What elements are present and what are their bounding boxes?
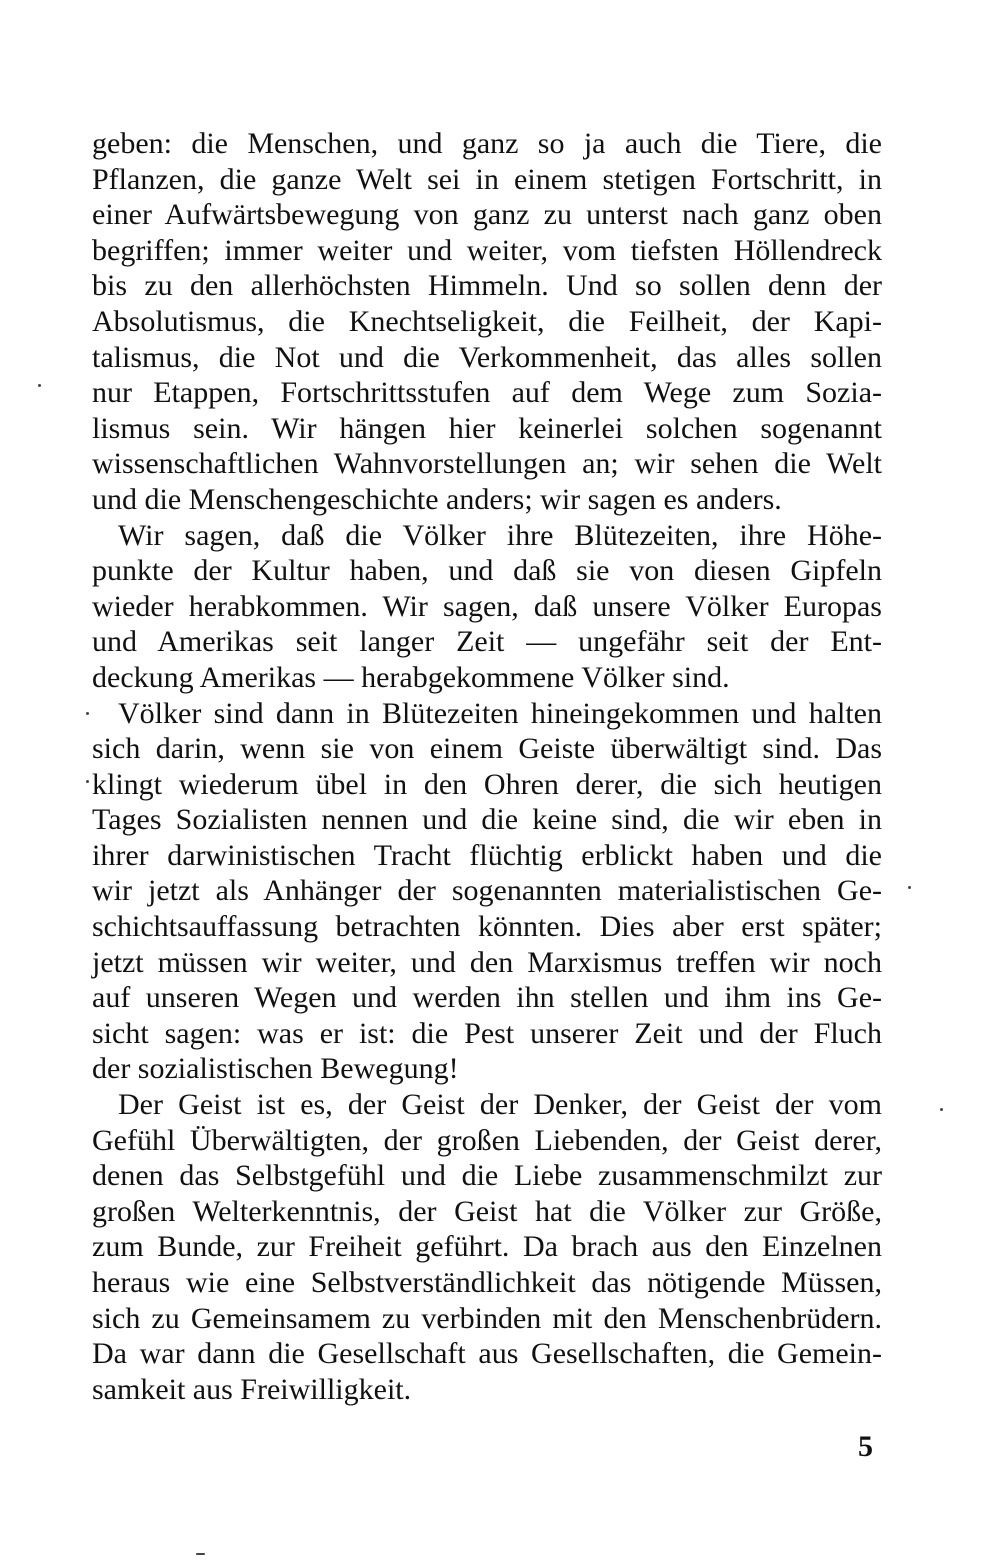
text-line: lismus sein. Wir hängen hier keinerlei solchen sogenannt	[92, 411, 882, 445]
text-line: auf unseren Wegen und werden ihn stellen und ihm ins Ge-	[92, 981, 882, 1015]
text-line: sich darin, wenn sie von einem Geiste überwältigt sind. Das	[92, 732, 882, 766]
print-speck	[940, 1108, 943, 1111]
page-number: 5	[858, 1430, 873, 1463]
text-line: Tages Sozialisten nennen und die keine sind, die wir eben in	[92, 803, 882, 837]
text-line: talismus, die Not und die Verkommenheit, das alles sollen	[92, 340, 882, 374]
text-line: Absolutismus, die Knechtseligkeit, die Feilheit, der Kapi-	[92, 304, 882, 338]
print-speck	[38, 384, 41, 387]
text-line: heraus wie eine Selbstverständlichkeit das nötigende Müssen,	[92, 1266, 882, 1299]
text-line: punkte der Kultur haben, und daß sie von diesen Gipfeln	[92, 554, 882, 588]
text-line: bis zu den allerhöchsten Himmeln. Und so sollen denn der	[92, 269, 882, 303]
text-line: Der Geist ist es, der Geist der Denker, der Geist der vom	[118, 1088, 882, 1122]
text-line: zum Bunde, zur Freiheit geführt. Da brach aus den Einzelnen	[92, 1230, 882, 1264]
text-line: und Amerikas seit langer Zeit — ungefähr seit der Ent-	[92, 625, 882, 659]
text-line: denen das Selbstgefühl und die Liebe zusammenschmilzt zur	[92, 1159, 882, 1193]
text-line: wieder herabkommen. Wir sagen, daß unsere Völker Europas	[92, 589, 882, 623]
text-line: sich zu Gemeinsamem zu verbinden mit den Menschenbrüdern.	[92, 1301, 882, 1335]
text-line: der sozialistischen Bewegung!	[92, 1052, 459, 1086]
text-line: ihrer darwinistischen Tracht flüchtig erblickt haben und die	[92, 838, 882, 872]
print-speck	[86, 712, 89, 715]
print-speck	[908, 886, 911, 889]
print-speck	[196, 1553, 205, 1555]
text-line: wissenschaftlichen Wahnvorstellungen an; wir sehen die Welt	[92, 447, 882, 481]
text-line: wir jetzt als Anhänger der sogenannten materialistischen Ge-	[92, 874, 882, 908]
text-line: großen Welterkenntnis, der Geist hat die Völker zur Größe,	[92, 1194, 882, 1228]
text-line: samkeit aus Freiwilligkeit.	[92, 1372, 412, 1406]
print-speck	[86, 780, 89, 783]
text-line: klingt wiederum übel in den Ohren derer, die sich heutigen	[92, 767, 882, 801]
text-line: Wir sagen, daß die Völker ihre Blütezeiten, ihre Höhe-	[118, 518, 882, 552]
text-line: Gefühl Überwältigten, der großen Liebenden, der Geist derer,	[92, 1123, 882, 1157]
text-line: Pflanzen, die ganze Welt sei in einem stetigen Fortschritt, in	[92, 162, 882, 196]
text-line: und die Menschengeschichte anders; wir sagen es anders.	[92, 482, 782, 516]
text-line: jetzt müssen wir weiter, und den Marxismus treffen wir noch	[92, 945, 882, 979]
text-line: Da war dann die Gesellschaft aus Gesellschaften, die Gemein-	[92, 1337, 882, 1371]
text-line: schichtsauffassung betrachten könnten. Dies aber erst später;	[92, 910, 882, 944]
text-line: deckung Amerikas — herabgekommene Völker sind.	[92, 660, 730, 694]
text-line: begriffen; immer weiter und weiter, vom tiefsten Höllendreck	[92, 233, 882, 267]
text-line: Völker sind dann in Blütezeiten hineingekommen und halten	[118, 696, 882, 730]
text-line: nur Etappen, Fortschrittsstufen auf dem Wege zum Sozia-	[92, 376, 882, 410]
text-line: geben: die Menschen, und ganz so ja auch die Tiere, die	[92, 127, 882, 160]
text-line: sicht sagen: was er ist: die Pest unserer Zeit und der Fluch	[92, 1016, 882, 1050]
body-text	[92, 126, 882, 1407]
text-line: einer Aufwärtsbewegung von ganz zu unterst nach ganz oben	[92, 198, 882, 232]
